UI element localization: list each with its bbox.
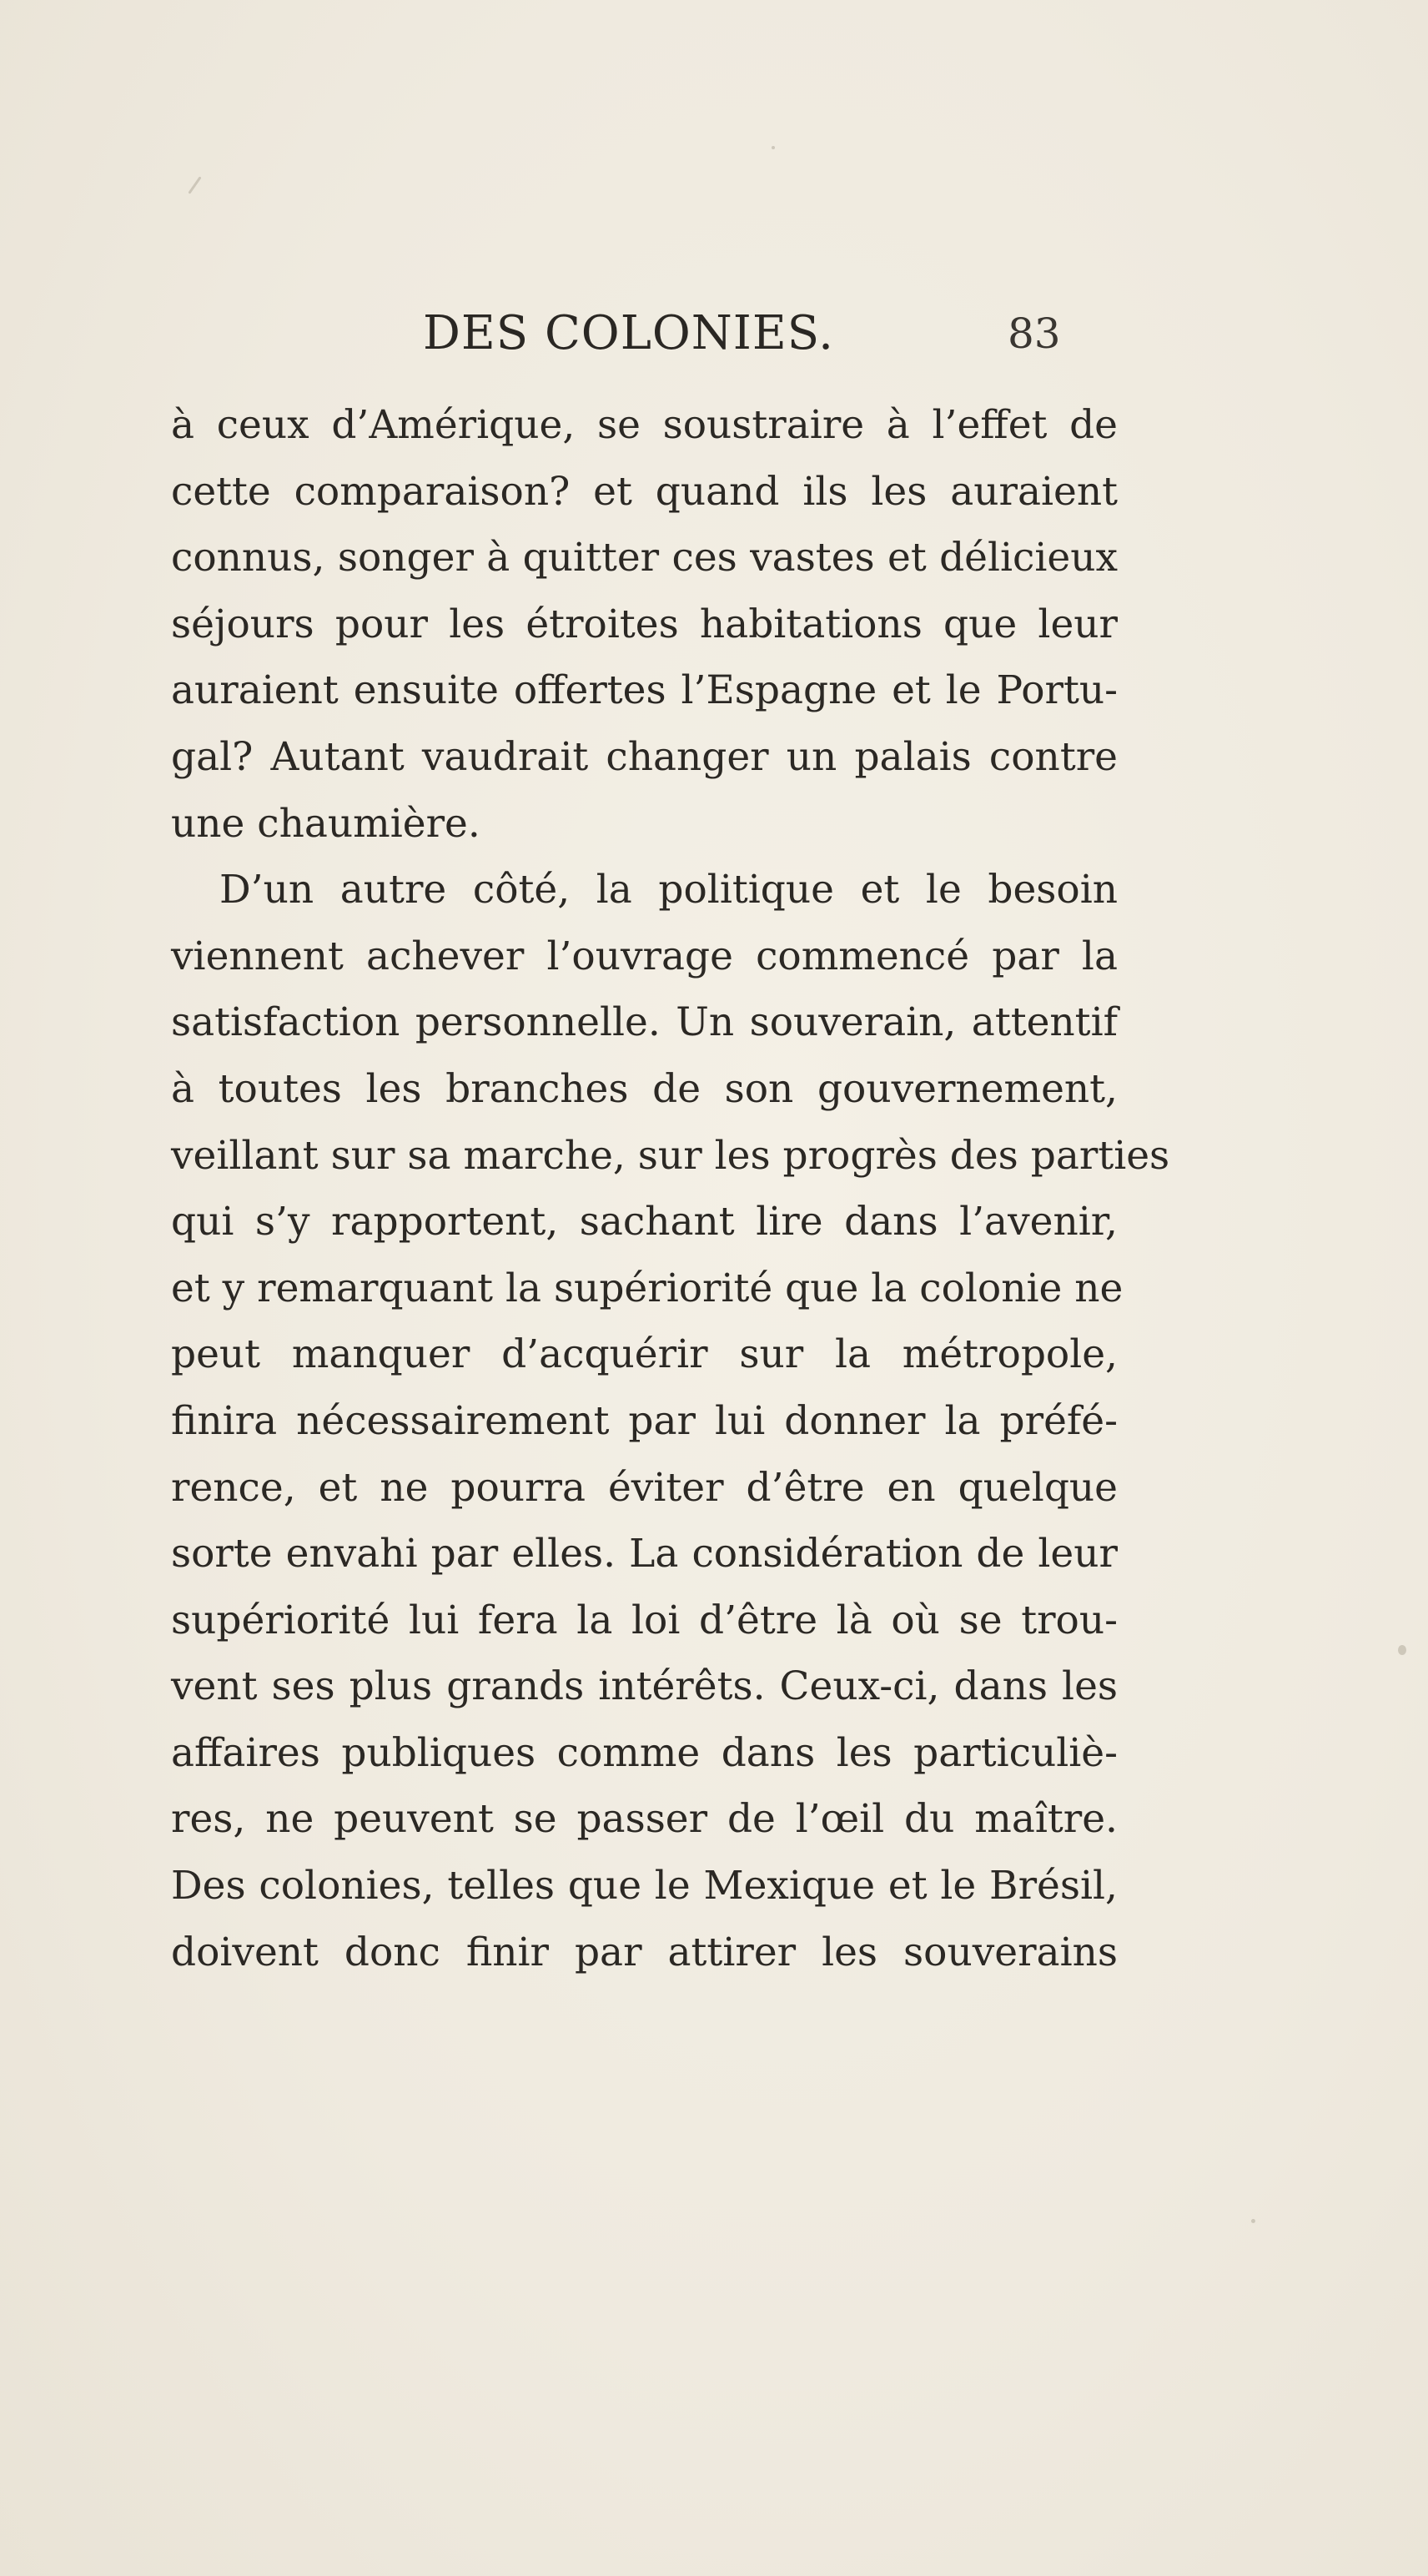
paper-speck: [1251, 2219, 1255, 2223]
text-line: finira nécessairement par lui donner la préfé-: [171, 1397, 1118, 1444]
text-line: cette comparaison? et quand ils les auraient: [171, 468, 1118, 515]
text-line: connus, songer à quitter ces vastes et délicieux: [171, 535, 1118, 581]
text-line: gal? Autant vaudrait changer un palais contre: [171, 733, 1118, 780]
text-line: peut manquer d’acquérir sur la métropole,: [171, 1331, 1118, 1378]
text-line: qui s’y rapportent, sachant lire dans l’avenir,: [171, 1199, 1118, 1245]
page-number: 83: [1008, 309, 1061, 358]
running-head: [0, 300, 1428, 367]
running-title: DES COLONIES.: [423, 306, 834, 360]
text-line: res, ne peuvent se passer de l’œil du maître.: [171, 1796, 1118, 1843]
text-line: doivent donc finir par attirer les souverains: [171, 1929, 1118, 1975]
text-line: à ceux d’Amérique, se soustraire à l’effet de: [171, 402, 1118, 448]
text-line: et y remarquant la supériorité que la colonie ne: [171, 1265, 1124, 1311]
text-line: à toutes les branches de son gouvernement,: [171, 1065, 1118, 1112]
text-line: vent ses plus grands intérêts. Ceux-ci, dans les: [171, 1663, 1118, 1710]
paper-speck: [772, 146, 775, 149]
text-line: sorte envahi par elles. La considération de leur: [171, 1531, 1118, 1577]
text-line: viennent achever l’ouvrage commencé par la: [171, 933, 1118, 979]
paper-speck: [188, 176, 201, 194]
paper-speck: [1398, 1645, 1406, 1655]
text-line: une chaumière.: [171, 800, 480, 847]
text-line: affaires publiques comme dans les particuliè-: [171, 1729, 1118, 1776]
body-text: [171, 392, 1170, 1985]
text-line: D’un autre côté, la politique et le besoin: [219, 867, 1118, 913]
text-line: veillant sur sa marche, sur les progrès des parties: [171, 1132, 1170, 1179]
text-line: auraient ensuite offertes l’Espagne et le Portu-: [171, 667, 1118, 714]
text-line: satisfaction personnelle. Un souverain, attentif: [171, 999, 1118, 1046]
text-line: rence, et ne pourra éviter d’être en quelque: [171, 1464, 1118, 1511]
text-line: Des colonies, telles que le Mexique et le Brésil,: [171, 1863, 1118, 1909]
text-line: séjours pour les étroites habitations que leur: [171, 601, 1118, 647]
text-line: supériorité lui fera la loi d’être là où se trou-: [171, 1597, 1118, 1643]
